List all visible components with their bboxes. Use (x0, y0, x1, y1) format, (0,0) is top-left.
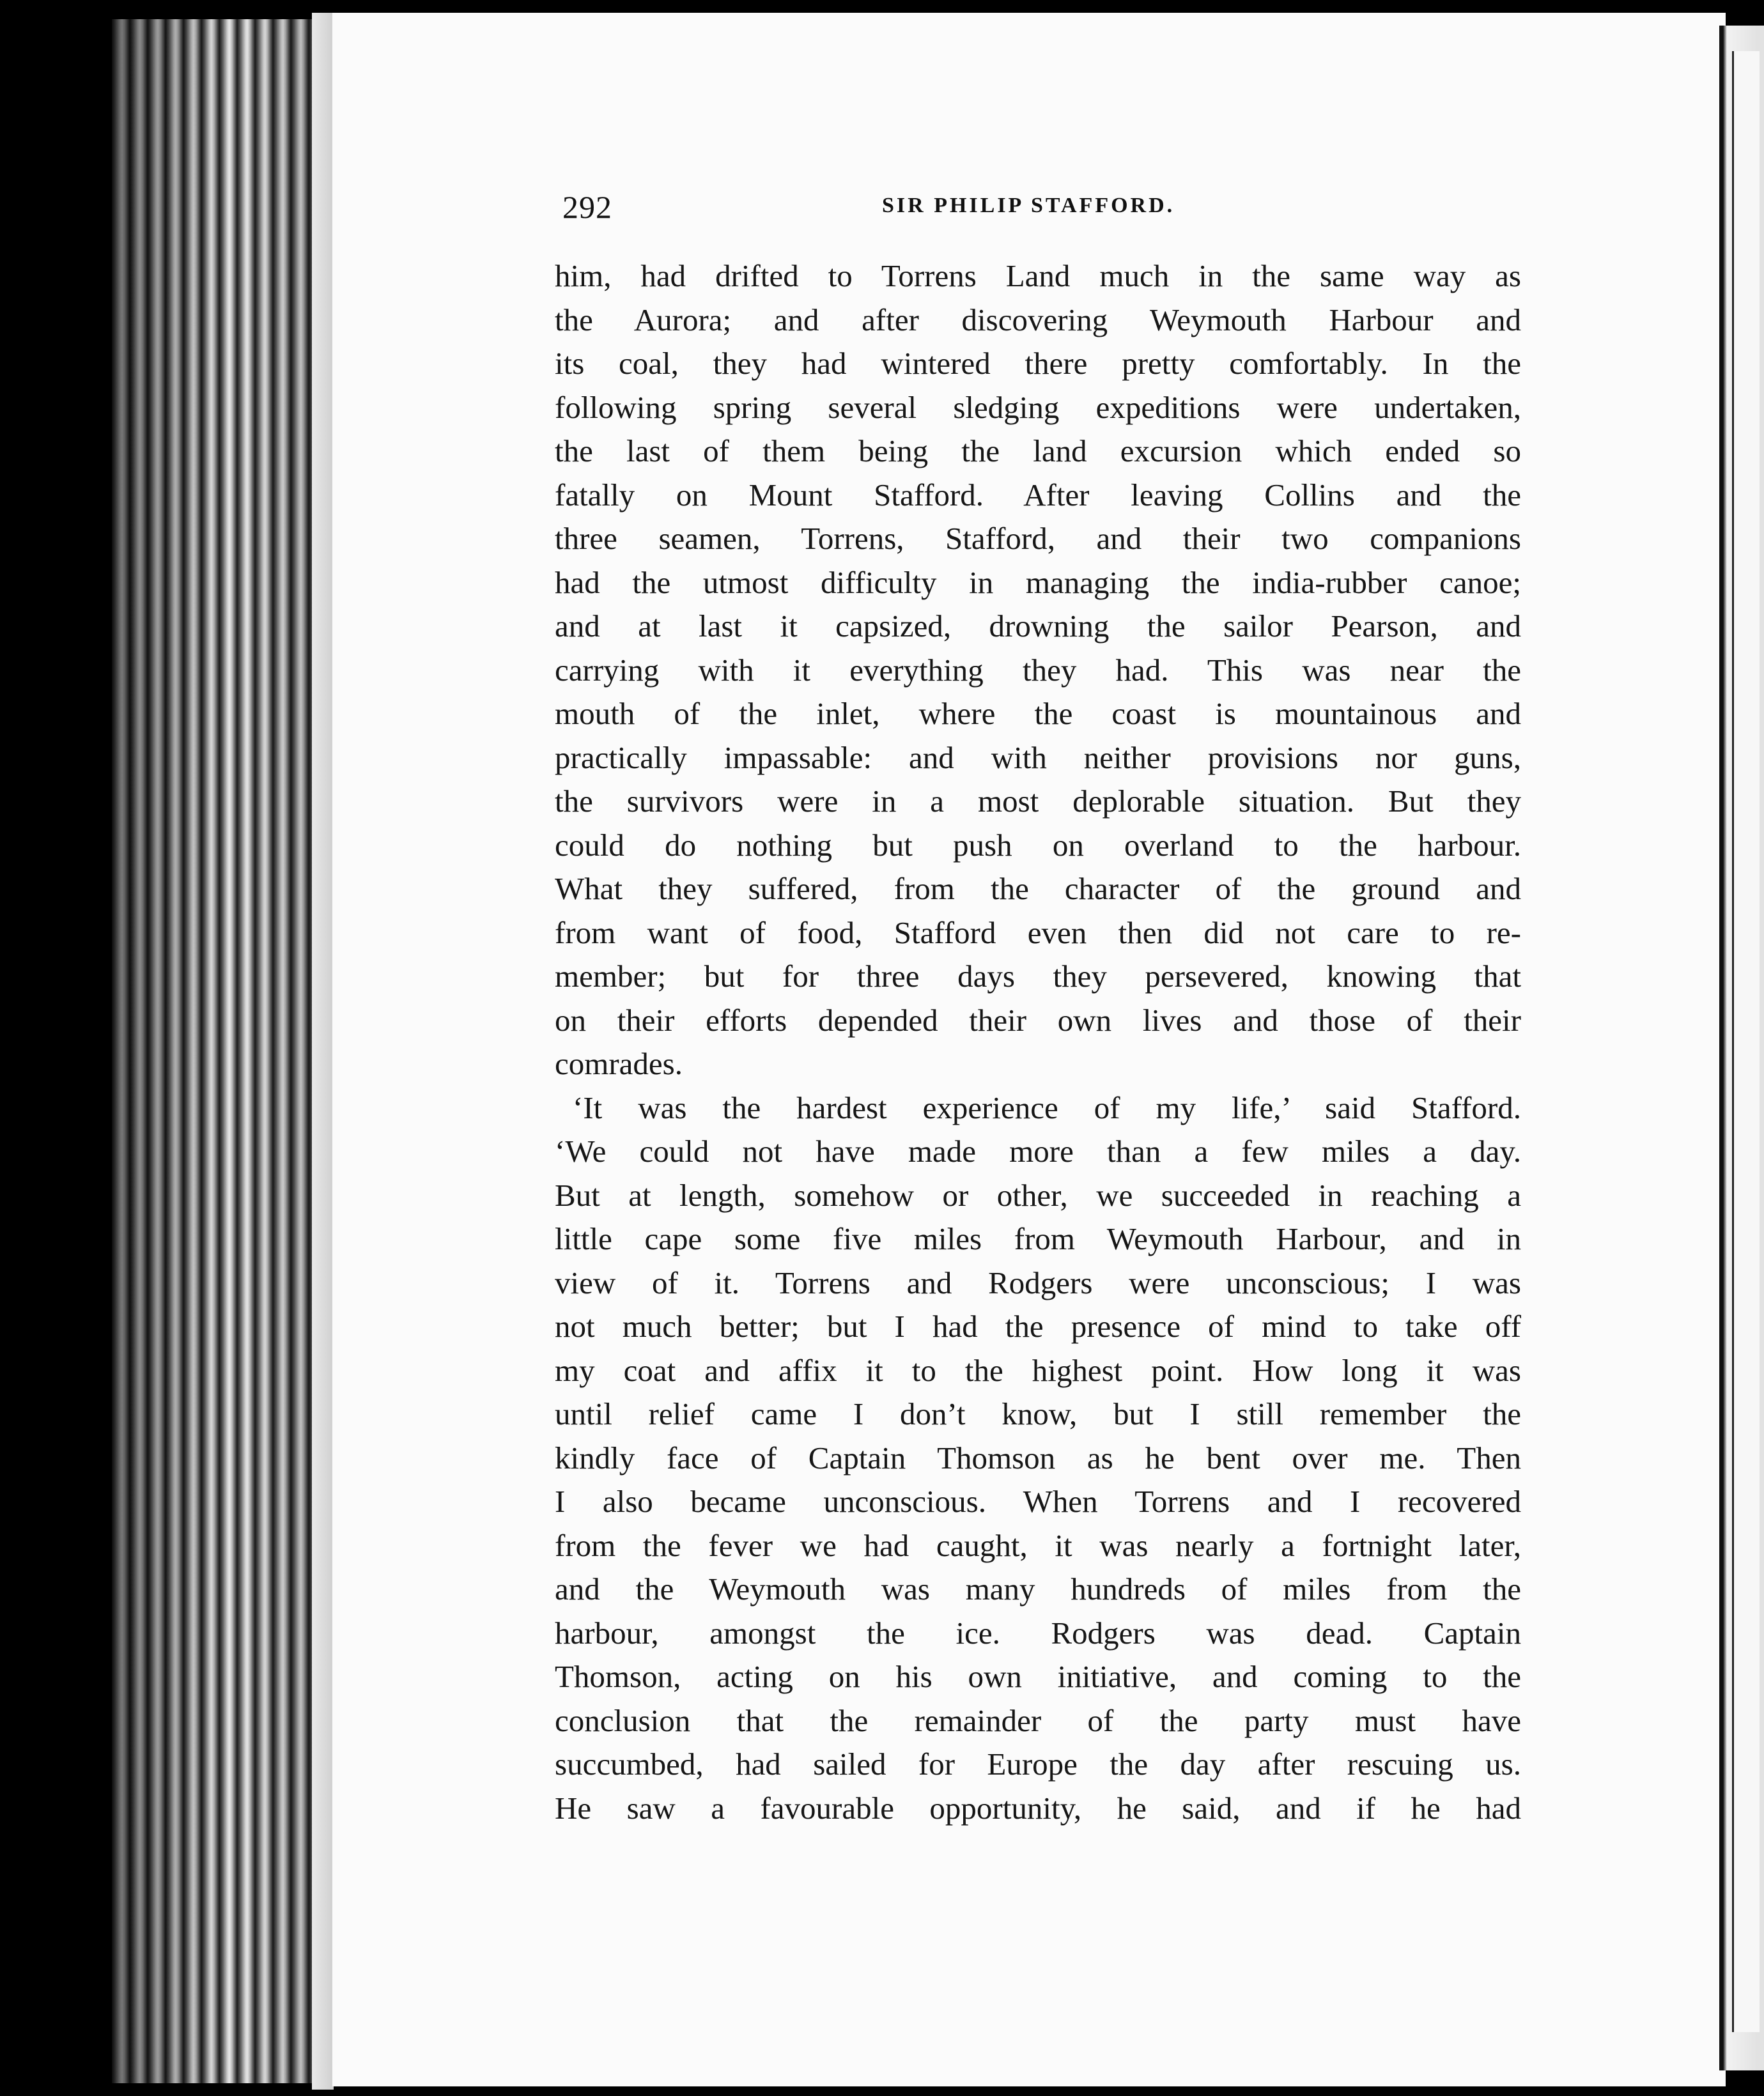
text-line: little cape some five miles from Weymouth Harbour, and in (555, 1221, 1521, 1256)
text-line: and at last it capsized, drowning the sailor Pearson, and (555, 608, 1521, 643)
text-line: ‘We could not have made more than a few miles a day. (555, 1134, 1521, 1169)
text-line: the survivors were in a most deplorable situation. But they (555, 783, 1521, 819)
text-line: on their efforts depended their own lives and those of their (555, 1002, 1521, 1038)
page-gutter (312, 13, 334, 2090)
text-line: and the Weymouth was many hundreds of miles from the (555, 1571, 1521, 1607)
running-title: SIR PHILIP STAFFORD. (882, 194, 1175, 217)
text-line: succumbed, had sailed for Europe the day after rescuing us. (555, 1746, 1521, 1782)
text-line: not much better; but I had the presence of mind to take off (555, 1309, 1521, 1344)
opposite-page-edge (1719, 26, 1764, 2070)
text-line: But at length, somehow or other, we succeeded in reaching a (555, 1177, 1521, 1213)
text-line: fatally on Mount Stafford. After leaving Collins and the (555, 477, 1521, 512)
text-line: the Aurora; and after discovering Weymouth Harbour and (555, 302, 1521, 337)
text-line: from want of food, Stafford even then did not care to re- (555, 914, 1521, 950)
text-line: its coal, they had wintered there pretty comfortably. In the (555, 346, 1521, 381)
text-line: mouth of the inlet, where the coast is mountainous and (555, 696, 1521, 731)
text-line: him, had drifted to Torrens Land much in the same way as (555, 258, 1521, 293)
text-line: Thomson, acting on his own initiative, and coming to the (555, 1659, 1521, 1694)
text-line: conclusion that the remainder of the party must have (555, 1702, 1521, 1738)
text-line: harbour, amongst the ice. Rodgers was dead. Captain (555, 1615, 1521, 1651)
text-line: had the utmost difficulty in managing the india-rubber canoe; (555, 564, 1521, 600)
text-line: the last of them being the land excursion which ended so (555, 433, 1521, 468)
book-page-edges (112, 19, 316, 2083)
running-head (562, 189, 1521, 227)
text-line: my coat and affix it to the highest point. How long it was (555, 1352, 1521, 1388)
text-line: carrying with it everything they had. This was near the (555, 652, 1521, 688)
text-line: view of it. Torrens and Rodgers were unconscious; I was (555, 1265, 1521, 1300)
text-line: following spring several sledging expeditions were undertaken, (555, 389, 1521, 425)
text-line: practically impassable: and with neither provisions nor guns, (555, 739, 1521, 775)
text-line: comrades. (555, 1046, 683, 1081)
text-line: kindly face of Captain Thomson as he bent over me. Then (555, 1440, 1521, 1476)
text-line: could do nothing but push on overland to the harbour. (555, 827, 1521, 863)
text-line: I also became unconscious. When Torrens and I recovered (555, 1484, 1521, 1519)
text-line: What they suffered, from the character of the ground and (555, 871, 1521, 906)
text-line: He saw a favourable opportunity, he said, and if he had (555, 1790, 1521, 1826)
text-line: until relief came I don’t know, but I still remember the (555, 1396, 1521, 1431)
text-line: ‘It was the hardest experience of my life,’ said Stafford. (573, 1090, 1521, 1125)
page-number: 292 (562, 189, 612, 225)
body-text (555, 254, 1521, 1830)
text-line: from the fever we had caught, it was nearly a fortnight later, (555, 1527, 1521, 1563)
text-line: three seamen, Torrens, Stafford, and their two companions (555, 521, 1521, 556)
text-line: member; but for three days they persevered, knowing that (555, 959, 1521, 994)
